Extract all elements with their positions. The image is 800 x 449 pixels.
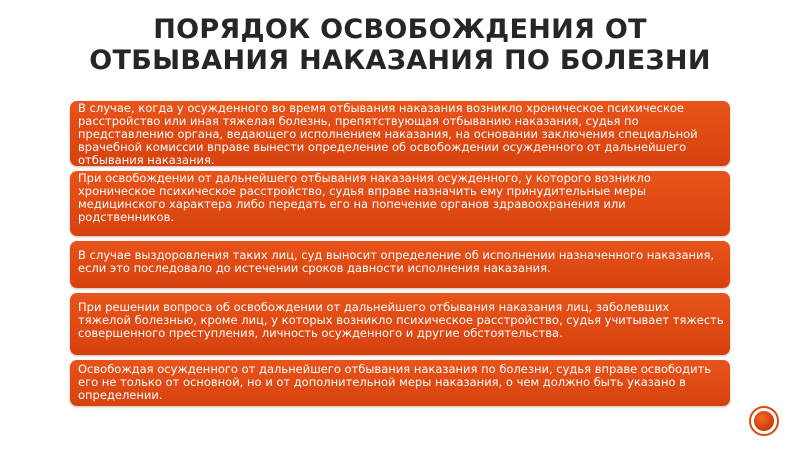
circle-nav-icon [754,411,774,431]
page-title [40,14,760,76]
text-block-body: При решении вопроса об освобождении от дальнейшего отбывания наказания лиц, заболевших тяжелой болезнью, кроме лиц, у которых возникло психическое расстройство, судья учитывает тяжесть совершенного преступления, личность осужденного и другие обстоятельства. [78,300,724,340]
text-block-body: Освобождая осужденного от дальнейшего отбывания наказания по болезни, судья вправе освободить его не только от основной, но и от дополнительной меры наказания, о чем должно быть указано в определении. [78,362,712,402]
text-block-chronic-illness [70,101,730,166]
title-line-2: ОТБЫВАНИЯ НАКАЗАНИЯ ПО БОЛЕЗНИ [89,45,711,76]
text-block-additional-punishment [70,360,730,406]
slide-nav-button[interactable] [749,406,779,436]
text-block-body: В случае выздоровления таких лиц, суд выносит определение об исполнении назначенного наказания, если это последовало до истечении сроков давности исполнения наказания. [78,248,715,275]
text-block-recovery [70,241,730,288]
title-line-1: ПОРЯДОК ОСВОБОЖДЕНИЯ ОТ [153,14,647,45]
text-block-medical-measures [70,171,730,236]
text-block-serious-illness [70,293,730,355]
text-block-body: При освобождении от дальнейшего отбывания наказания осужденного, у которого возникло хроническое психическое расстройство, судья вправе назначить ему принудительные меры медицинского характера либо передать его на попечение органов здравоохранения или родственников. [78,171,651,224]
text-block-body: В случае, когда у осужденного во время отбывания наказания возникло хроническое психическое расстройство или иная тяжелая болезнь, препятствующая отбыванию наказания, судья по представлению органа, ведающего исполнением наказания, на основании заключения специальной врачебной комиссии вправе вынести определение об освобождении осужденного от дальнейшего отбывания наказания. [78,101,698,166]
